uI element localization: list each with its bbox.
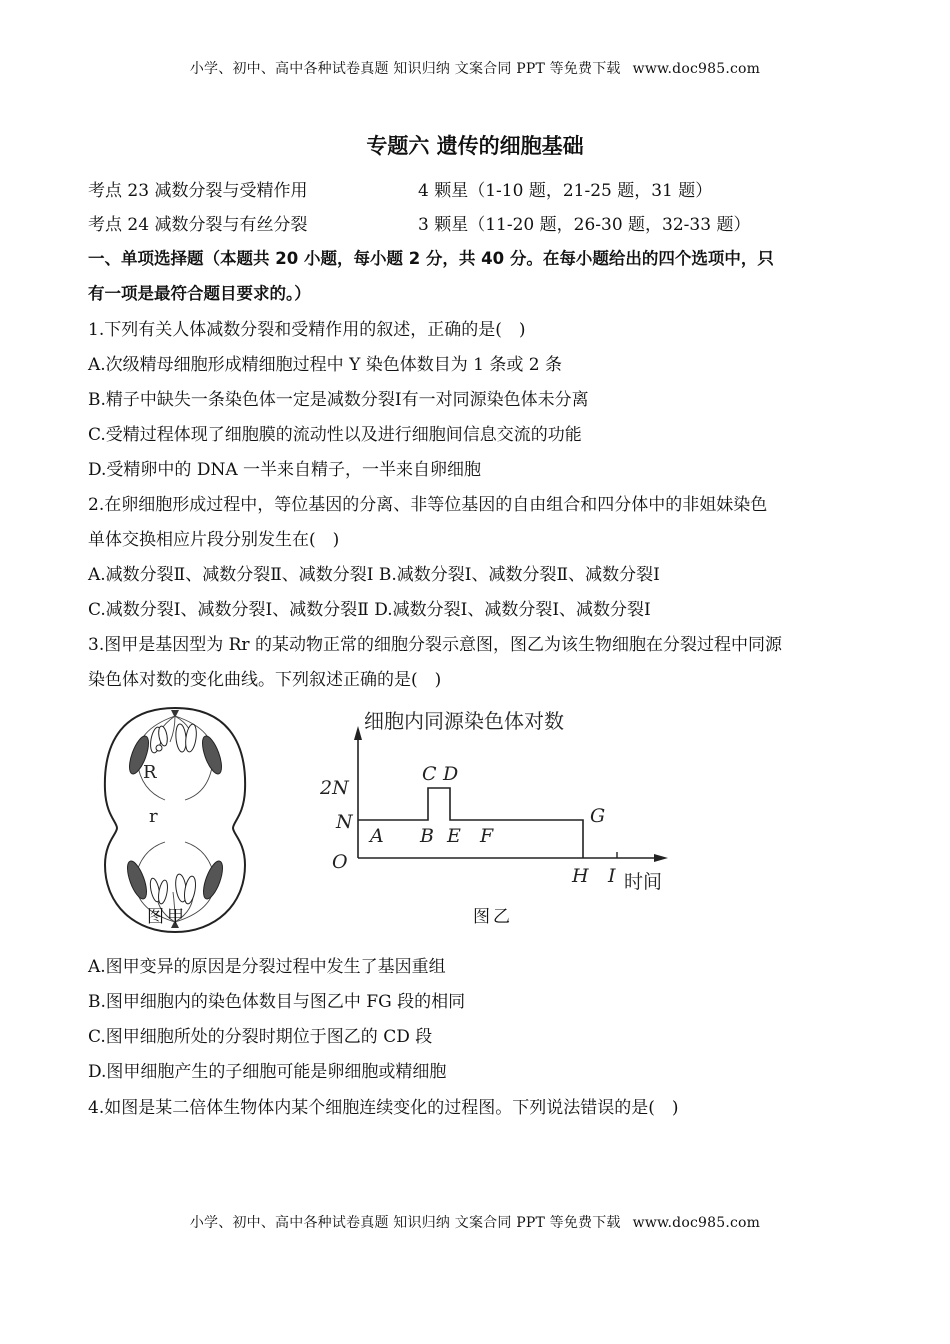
header-url[interactable]: www.doc985.com xyxy=(632,61,761,77)
q1-stem: 1.下列有关人体减数分裂和受精作用的叙述，正确的是( ) xyxy=(88,320,526,340)
footer-url[interactable]: www.doc985.com xyxy=(632,1215,761,1231)
footer-text: 小学、初中、高中各种试卷真题 知识归纳 文案合同 PPT 等免费下载 xyxy=(189,1215,621,1231)
origin-O: O xyxy=(332,851,348,873)
cell-membrane xyxy=(105,708,245,932)
point-B: B xyxy=(420,825,434,847)
header-text: 小学、初中、高中各种试卷真题 知识归纳 文案合同 PPT 等免费下载 xyxy=(189,61,621,77)
tick-2N: 2N xyxy=(320,777,349,799)
q2-options-cd: C.减数分裂Ⅰ、减数分裂Ⅰ、减数分裂Ⅱ D.减数分裂Ⅰ、减数分裂Ⅰ、减数分裂Ⅰ xyxy=(88,600,651,620)
q3-stem-line1: 3.图甲是基因型为 Rr 的某动物正常的细胞分裂示意图，图乙为该生物细胞在分裂过程中同源 xyxy=(88,635,782,655)
point-F: F xyxy=(480,825,494,847)
point-H: H xyxy=(572,865,589,887)
figure-yi-caption: 图乙 xyxy=(473,907,513,927)
curve xyxy=(358,788,583,858)
point-D: D xyxy=(443,763,459,785)
kaodian-24 xyxy=(88,210,751,235)
label-R: R xyxy=(143,762,157,783)
x-axis-label: 时间 xyxy=(624,871,663,893)
q2-options-ab: A.减数分裂Ⅱ、减数分裂Ⅱ、减数分裂Ⅰ B.减数分裂Ⅰ、减数分裂Ⅱ、减数分裂Ⅰ xyxy=(88,565,660,585)
page-footer xyxy=(0,1212,950,1232)
q2-stem-line2: 单体交换相应片段分别发生在( ) xyxy=(88,530,340,550)
point-G: G xyxy=(590,805,606,827)
q4-stem: 4.如图是某二倍体生物体内某个细胞连续变化的过程图。下列说法错误的是( ) xyxy=(88,1098,679,1118)
kaodian-name: 考点 23 减数分裂与受精作用 xyxy=(88,181,308,201)
chromosomes-upper xyxy=(126,723,226,776)
y-axis-arrow xyxy=(354,726,362,740)
point-I: I xyxy=(608,865,616,887)
figure-jia xyxy=(95,700,255,935)
page-title: 专题六 遗传的细胞基础 xyxy=(366,134,584,158)
q1-option-b: B.精子中缺失一条染色体一定是减数分裂Ⅰ有一对同源染色体未分离 xyxy=(88,390,589,410)
q1-option-d: D.受精卵中的 DNA 一半来自精子，一半来自卵细胞 xyxy=(88,460,482,480)
x-axis-arrow xyxy=(654,854,668,862)
q1-option-c: C.受精过程体现了细胞膜的流动性以及进行细胞间信息交流的功能 xyxy=(88,425,582,445)
kaodian-stars: 3 颗星（11-20 题，26-30 题，32-33 题） xyxy=(418,215,751,235)
point-E: E xyxy=(447,825,461,847)
kaodian-23 xyxy=(88,176,713,201)
q2-stem-line1: 2.在卵细胞形成过程中，等位基因的分离、非等位基因的自由组合和四分体中的非姐妹染色 xyxy=(88,495,768,515)
figure-yi xyxy=(320,700,680,900)
q1-option-a: A.次级精母细胞形成精细胞过程中 Y 染色体数目为 1 条或 2 条 xyxy=(88,355,562,375)
tick-N: N xyxy=(336,811,353,833)
point-A: A xyxy=(370,825,384,847)
kaodian-name: 考点 24 减数分裂与有丝分裂 xyxy=(88,215,308,235)
point-C: C xyxy=(422,763,437,785)
section-heading-line2: 有一项是最符合题目要求的。） xyxy=(88,284,311,303)
figure-jia-caption: 图甲 xyxy=(147,907,187,927)
section-heading-line1: 一、单项选择题（本题共 20 小题，每小题 2 分，共 40 分。在每小题给出的四个选项中，只 xyxy=(88,249,774,268)
q3-option-c: C.图甲细胞所处的分裂时期位于图乙的 CD 段 xyxy=(88,1027,433,1047)
q3-option-d: D.图甲细胞产生的子细胞可能是卵细胞或精细胞 xyxy=(88,1062,447,1082)
label-r: r xyxy=(149,806,158,827)
y-axis-label: 细胞内同源染色体对数 xyxy=(364,709,564,733)
page-header xyxy=(0,58,950,78)
q3-option-b: B.图甲细胞内的染色体数目与图乙中 FG 段的相同 xyxy=(88,992,466,1012)
kaodian-stars: 4 颗星（1-10 题，21-25 题，31 题） xyxy=(418,181,713,201)
q3-option-a: A.图甲变异的原因是分裂过程中发生了基因重组 xyxy=(88,957,446,977)
spindle-fibers-upper xyxy=(137,716,213,800)
q3-stem-line2: 染色体对数的变化曲线。下列叙述正确的是( ) xyxy=(88,670,442,690)
